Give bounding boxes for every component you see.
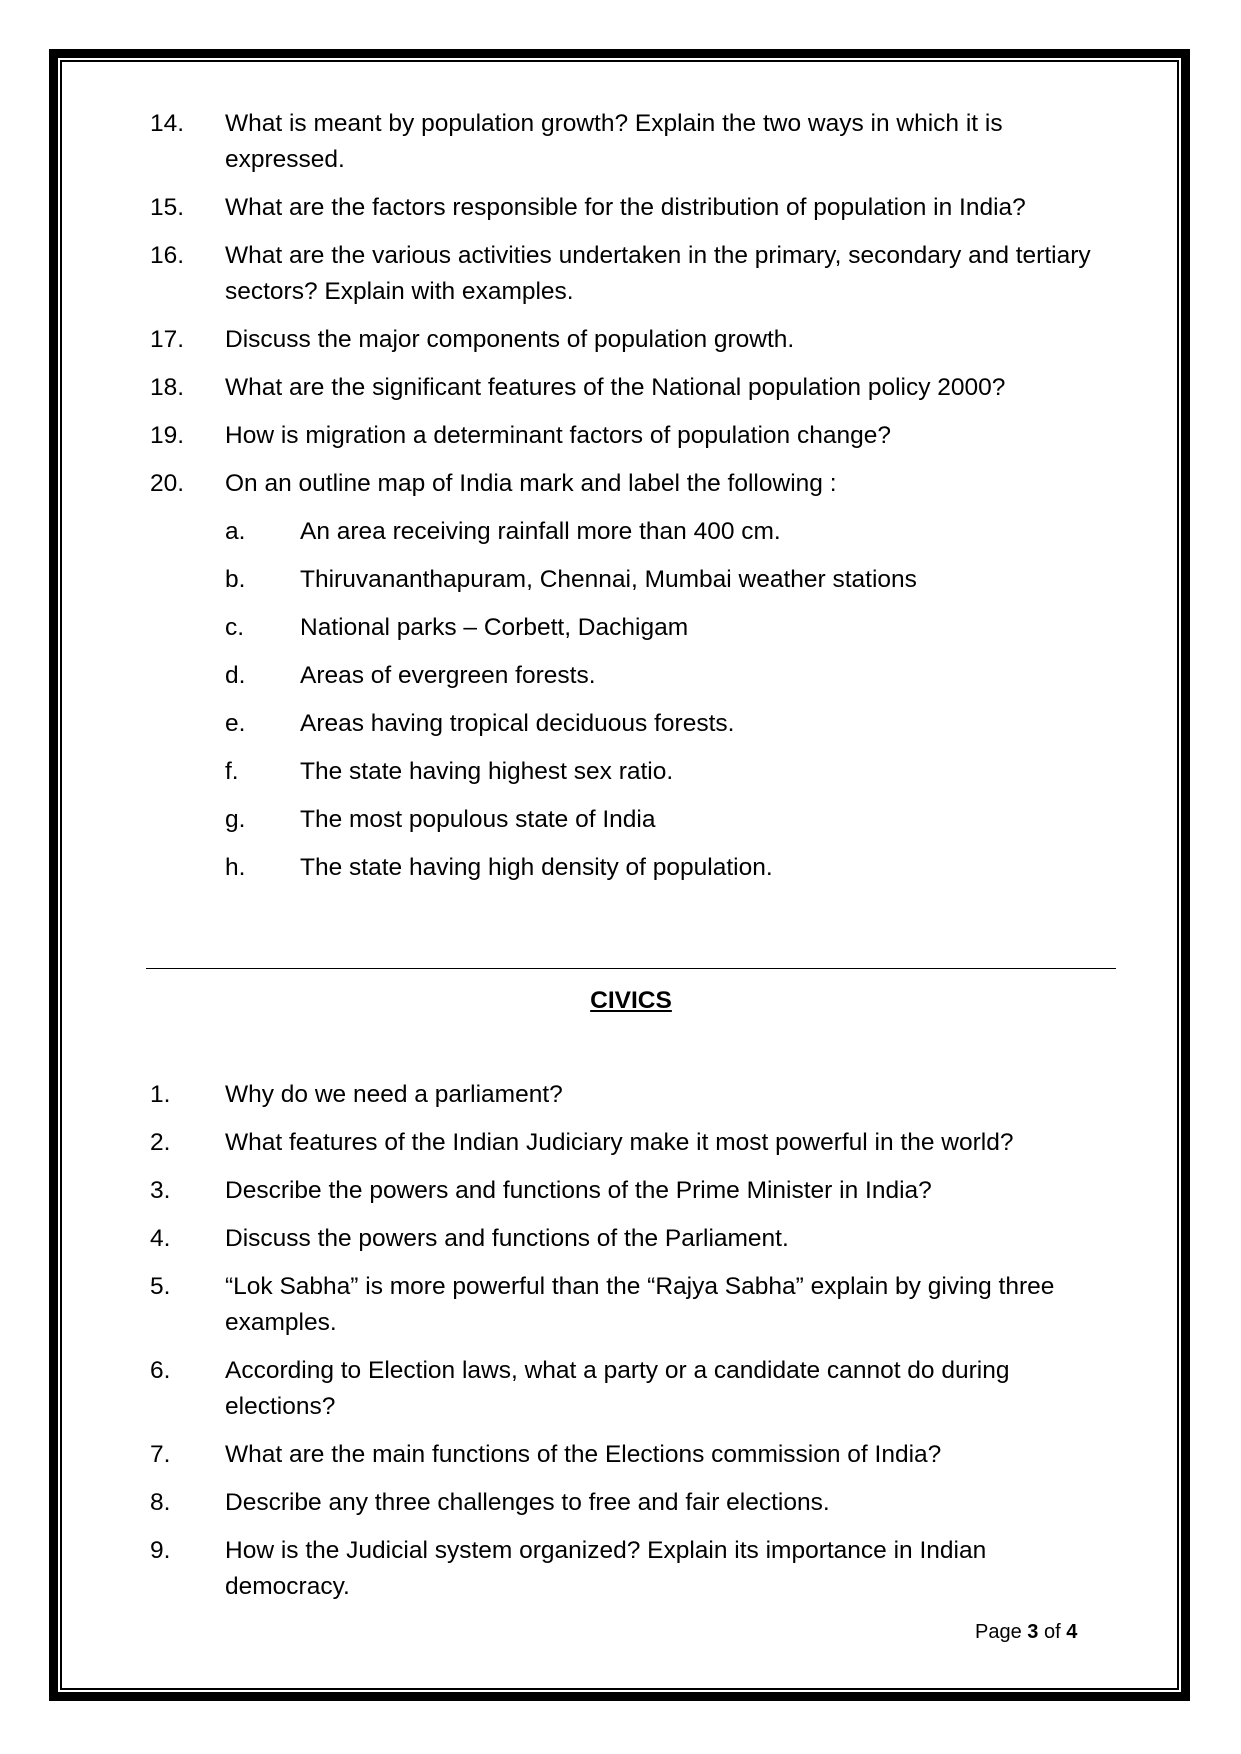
question-text: What are the significant features of the National population policy 2000? [225,374,1006,401]
question-18 [150,370,1110,406]
civics-question-3 [150,1173,1110,1209]
map-item-letter: a. [225,518,246,545]
map-item-text: The state having high density of population. [300,854,773,881]
question-text: According to Election laws, what a party or a candidate cannot do during elections? [225,1357,1010,1420]
question-text: On an outline map of India mark and label the following : [225,470,837,497]
question-14 [150,106,1110,178]
question-number: 5. [150,1273,171,1300]
map-item-text: Areas having tropical deciduous forests. [300,710,735,737]
map-item-text: The most populous state of India [300,806,656,833]
question-number: 6. [150,1357,171,1384]
map-item-a [225,514,1110,550]
map-item-c [225,610,1110,646]
map-item-letter: b. [225,566,246,593]
question-number: 20. [150,470,185,497]
map-item-b [225,562,1110,598]
question-text: Discuss the powers and functions of the Parliament. [225,1225,789,1252]
map-item-text: National parks – Corbett, Dachigam [300,614,689,641]
page-of: of [1043,1621,1061,1643]
civics-question-2 [150,1125,1110,1161]
geography-questions [150,106,1110,898]
map-item-letter: g. [225,806,246,833]
civics-question-6 [150,1353,1110,1425]
question-number: 19. [150,422,185,449]
map-item-text: Thiruvananthapuram, Chennai, Mumbai weather stations [300,566,917,593]
question-number: 14. [150,110,185,137]
map-item-letter: e. [225,710,246,737]
total-pages: 4 [1066,1621,1078,1643]
page-label: Page [975,1621,1022,1643]
question-text: How is migration a determinant factors of population change? [225,422,891,449]
question-text: Describe the powers and functions of the Prime Minister in India? [225,1177,932,1204]
question-number: 1. [150,1081,171,1108]
civics-question-8 [150,1485,1110,1521]
page-number [975,1618,1077,1646]
civics-question-1 [150,1077,1110,1113]
civics-question-9 [150,1533,1110,1605]
civics-question-4 [150,1221,1110,1257]
question-text: How is the Judicial system organized? Explain its importance in Indian democracy. [225,1537,987,1600]
current-page: 3 [1027,1621,1039,1643]
question-text: What features of the Indian Judiciary make it most powerful in the world? [225,1129,1014,1156]
question-number: 15. [150,194,185,221]
question-text: What is meant by population growth? Explain the two ways in which it is expressed. [225,110,1003,173]
civics-question-5 [150,1269,1110,1341]
section-title-civics: CIVICS [590,987,672,1014]
question-number: 18. [150,374,185,401]
question-text: What are the various activities undertaken in the primary, secondary and tertiary sectors? Explain with examples. [225,242,1091,305]
question-text: What are the factors responsible for the distribution of population in India? [225,194,1026,221]
question-19 [150,418,1110,454]
question-15 [150,190,1110,226]
map-item-d [225,658,1110,694]
question-number: 4. [150,1225,171,1252]
question-number: 3. [150,1177,171,1204]
map-item-h [225,850,1110,886]
question-number: 2. [150,1129,171,1156]
map-item-text: The state having highest sex ratio. [300,758,674,785]
question-number: 7. [150,1441,171,1468]
map-item-letter: h. [225,854,246,881]
map-item-text: Areas of evergreen forests. [300,662,596,689]
map-item-letter: d. [225,662,246,689]
question-17 [150,322,1110,358]
question-number: 9. [150,1537,171,1564]
map-item-f [225,754,1110,790]
map-item-letter: c. [225,614,245,641]
civics-questions [150,1077,1110,1617]
question-20 [150,466,1110,502]
question-text: What are the main functions of the Elections commission of India? [225,1441,942,1468]
civics-question-7 [150,1437,1110,1473]
map-item-letter: f. [225,758,239,785]
question-text: Why do we need a parliament? [225,1081,563,1108]
question-text: “Lok Sabha” is more powerful than the “Rajya Sabha” explain by giving three examples. [225,1273,1055,1336]
question-number: 8. [150,1489,171,1516]
map-item-g [225,802,1110,838]
question-16 [150,238,1110,310]
map-item-e [225,706,1110,742]
question-text: Discuss the major components of population growth. [225,326,795,353]
question-text: Describe any three challenges to free and fair elections. [225,1489,830,1516]
section-divider [146,968,1116,969]
question-number: 16. [150,242,185,269]
map-item-text: An area receiving rainfall more than 400 cm. [300,518,781,545]
question-number: 17. [150,326,185,353]
